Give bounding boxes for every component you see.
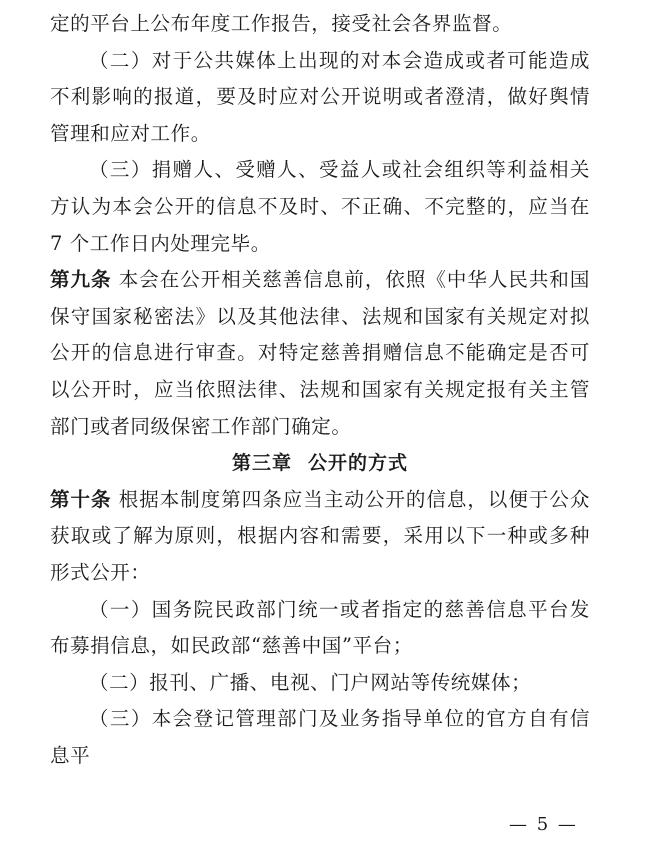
paragraph-continuation: 定的平台上公布年度工作报告，接受社会各界监督。 <box>50 12 513 35</box>
page-number: — 5 — <box>509 814 578 835</box>
chapter-number: 第三章 <box>231 452 292 475</box>
article-9 <box>50 262 590 445</box>
article-10-text: 根据本制度第四条应当主动公开的信息，以便于公众获取或了解为原则，根据内容和需要，采用以下一种或多种形式公开： <box>50 487 590 584</box>
article-10 <box>50 482 590 592</box>
list-item-3: （三）本会登记管理部门及业务指导单位的官方自有信息平 <box>50 707 590 767</box>
paragraph-item-3: （三）捐赠人、受赠人、受益人或社会组织等利益相关方认为本会公开的信息不及时、不正确、不完整的，应当在 7 个工作日内处理完毕。 <box>50 158 590 255</box>
list-item-1: （一）国务院民政部门统一或者指定的慈善信息平台发布募捐信息，如民政部“慈善中国”平台； <box>50 597 590 658</box>
article-9-label: 第九条 <box>50 268 112 292</box>
article-10-label: 第十条 <box>50 487 112 511</box>
list-item-2: （二）报刊、广播、电视、门户网站等传统媒体； <box>89 670 532 694</box>
chapter-title: 公开的方式 <box>308 452 409 475</box>
article-9-text: 本会在公开相关慈善信息前，依照《中华人民共和国保守国家秘密法》以及其他法律、法规和国家有关规定对拟公开的信息进行审查。对特定慈善捐赠信息不能确定是否可以公开时，应当依照法律、法规和国家有关规定报有关主管部门或者同级保密工作部门确定。 <box>50 268 590 438</box>
paragraph-item-2: （二）对于公共媒体上出现的对本会造成或者可能造成不利影响的报道，要及时应对公开说明或者澄清，做好舆情管理和应对工作。 <box>50 48 590 145</box>
document-body <box>50 6 590 774</box>
chapter-heading <box>50 445 590 482</box>
